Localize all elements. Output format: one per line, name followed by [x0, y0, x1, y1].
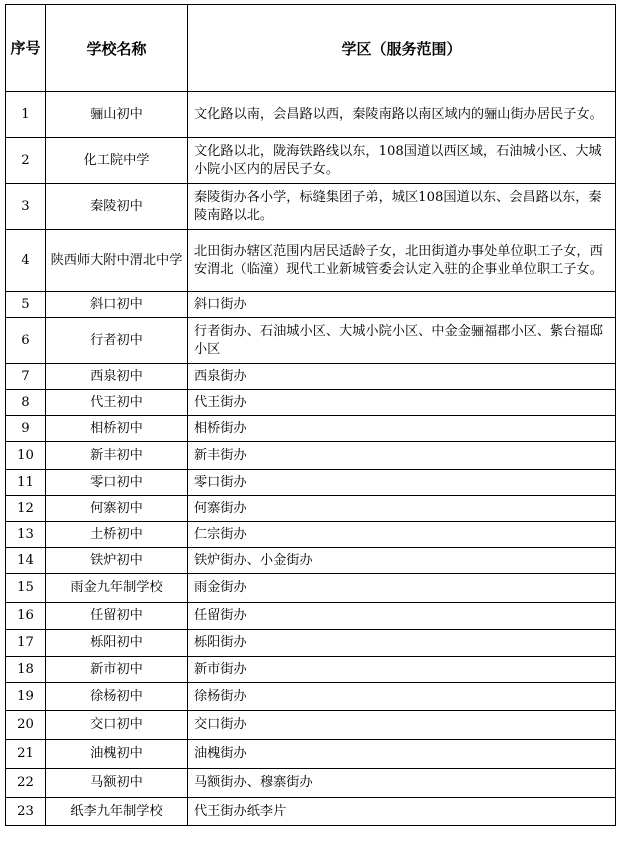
row-school-name: 油槐初中 — [46, 740, 188, 769]
row-school-zone: 交口街办 — [188, 711, 616, 740]
row-school-name: 任留初中 — [46, 603, 188, 630]
row-index: 20 — [6, 711, 46, 740]
row-school-name: 陕西师大附中渭北中学 — [46, 230, 188, 292]
row-index: 14 — [6, 548, 46, 574]
row-school-zone: 马额街办、穆寨街办 — [188, 769, 616, 798]
row-school-zone: 仁宗街办 — [188, 522, 616, 548]
row-index: 9 — [6, 416, 46, 442]
row-school-name: 纸李九年制学校 — [46, 798, 188, 826]
row-school-name: 化工院中学 — [46, 138, 188, 184]
table-row — [6, 92, 616, 138]
row-school-name: 栎阳初中 — [46, 630, 188, 657]
table-row — [6, 798, 616, 826]
row-school-name: 西泉初中 — [46, 364, 188, 390]
row-school-zone: 斜口街办 — [188, 292, 616, 318]
table-row — [6, 138, 616, 184]
table-row — [6, 230, 616, 292]
row-school-name: 骊山初中 — [46, 92, 188, 138]
header-school-zone: 学区（服务范围） — [188, 5, 616, 92]
row-school-zone: 零口街办 — [188, 470, 616, 496]
table-row — [6, 683, 616, 711]
table-row — [6, 416, 616, 442]
row-school-zone: 相桥街办 — [188, 416, 616, 442]
table-row — [6, 442, 616, 470]
table-row — [6, 711, 616, 740]
row-school-name: 相桥初中 — [46, 416, 188, 442]
row-index: 4 — [6, 230, 46, 292]
row-index: 23 — [6, 798, 46, 826]
row-school-name: 代王初中 — [46, 390, 188, 416]
row-school-zone: 秦陵街办各小学，标缝集团子弟，城区108国道以东、会昌路以东，秦陵南路以北。 — [188, 184, 616, 230]
table-header-row — [6, 5, 616, 92]
row-index: 2 — [6, 138, 46, 184]
row-school-zone: 栎阳街办 — [188, 630, 616, 657]
row-school-zone: 徐杨街办 — [188, 683, 616, 711]
row-school-zone: 油槐街办 — [188, 740, 616, 769]
table-row — [6, 390, 616, 416]
row-school-zone: 雨金街办 — [188, 574, 616, 603]
row-school-zone: 新市街办 — [188, 657, 616, 683]
row-index: 15 — [6, 574, 46, 603]
row-index: 12 — [6, 496, 46, 522]
table-row — [6, 769, 616, 798]
row-index: 18 — [6, 657, 46, 683]
row-school-name: 新丰初中 — [46, 442, 188, 470]
row-school-zone: 代王街办纸李片 — [188, 798, 616, 826]
school-district-table — [5, 4, 616, 826]
row-school-zone: 文化路以南，会昌路以西，秦陵南路以南区域内的骊山街办居民子女。 — [188, 92, 616, 138]
row-index: 19 — [6, 683, 46, 711]
row-index: 21 — [6, 740, 46, 769]
row-school-zone: 何寨街办 — [188, 496, 616, 522]
row-school-name: 铁炉初中 — [46, 548, 188, 574]
table-row — [6, 603, 616, 630]
row-school-zone: 文化路以北，陇海铁路线以东，108国道以西区域，石油城小区、大城小院小区内的居民子女。 — [188, 138, 616, 184]
row-school-name: 何寨初中 — [46, 496, 188, 522]
table-body — [6, 92, 616, 826]
row-school-zone: 新丰街办 — [188, 442, 616, 470]
row-index: 3 — [6, 184, 46, 230]
row-school-zone: 铁炉街办、小金街办 — [188, 548, 616, 574]
row-school-name: 秦陵初中 — [46, 184, 188, 230]
row-school-name: 行者初中 — [46, 318, 188, 364]
row-index: 16 — [6, 603, 46, 630]
table-row — [6, 184, 616, 230]
table-row — [6, 470, 616, 496]
row-index: 5 — [6, 292, 46, 318]
table-row — [6, 630, 616, 657]
row-index: 1 — [6, 92, 46, 138]
row-school-zone: 代王街办 — [188, 390, 616, 416]
row-school-name: 交口初中 — [46, 711, 188, 740]
row-school-zone: 任留街办 — [188, 603, 616, 630]
row-school-name: 马额初中 — [46, 769, 188, 798]
row-school-name: 斜口初中 — [46, 292, 188, 318]
table-row — [6, 292, 616, 318]
row-index: 8 — [6, 390, 46, 416]
row-index: 6 — [6, 318, 46, 364]
row-index: 7 — [6, 364, 46, 390]
row-school-name: 土桥初中 — [46, 522, 188, 548]
table-row — [6, 364, 616, 390]
table-row — [6, 548, 616, 574]
table-row — [6, 657, 616, 683]
table-row — [6, 574, 616, 603]
row-index: 17 — [6, 630, 46, 657]
row-index: 13 — [6, 522, 46, 548]
table-row — [6, 740, 616, 769]
table-row — [6, 522, 616, 548]
table-row — [6, 496, 616, 522]
row-index: 22 — [6, 769, 46, 798]
row-school-name: 雨金九年制学校 — [46, 574, 188, 603]
header-index: 序号 — [6, 5, 46, 92]
table-row — [6, 318, 616, 364]
row-school-zone: 西泉街办 — [188, 364, 616, 390]
row-school-zone: 北田街办辖区范围内居民适龄子女，北田街道办事处单位职工子女，西安渭北（临潼）现代工业新城管委会认定入驻的企事业单位职工子女。 — [188, 230, 616, 292]
row-school-name: 零口初中 — [46, 470, 188, 496]
row-index: 11 — [6, 470, 46, 496]
header-school-name: 学校名称 — [46, 5, 188, 92]
row-school-zone: 行者街办、石油城小区、大城小院小区、中金金骊福郡小区、紫台福邸小区 — [188, 318, 616, 364]
row-school-name: 新市初中 — [46, 657, 188, 683]
row-index: 10 — [6, 442, 46, 470]
row-school-name: 徐杨初中 — [46, 683, 188, 711]
